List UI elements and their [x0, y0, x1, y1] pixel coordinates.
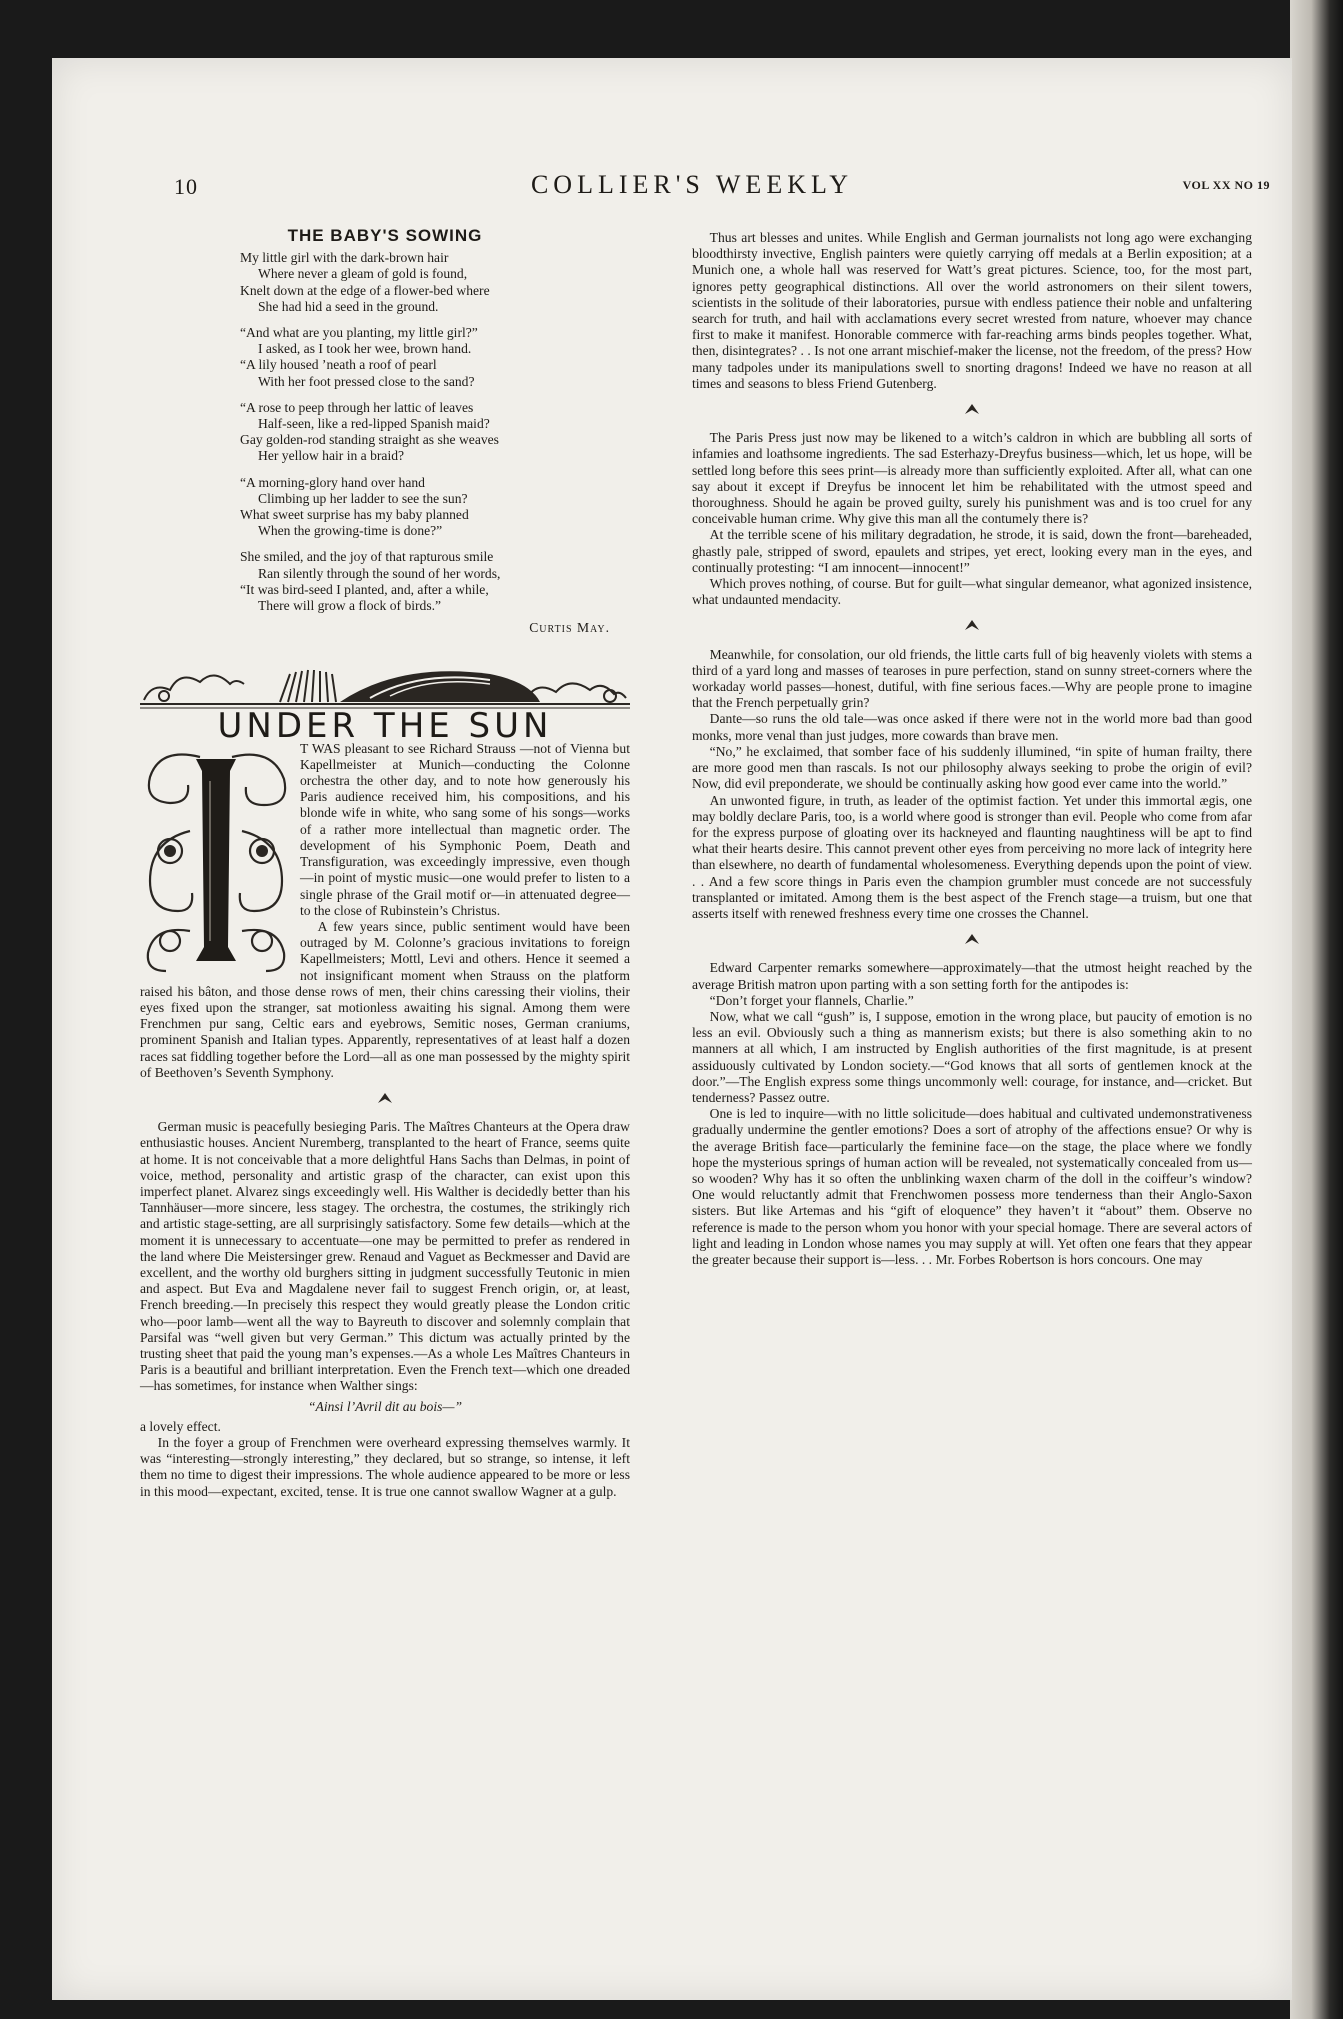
poem-line: Half-seen, like a red-lipped Spanish maid?	[258, 416, 490, 432]
section-title: UNDER THE SUN	[217, 706, 553, 747]
right-paragraph-10: “Don’t forget your flannels, Charlie.”	[709, 992, 914, 1008]
poem-author: Curtis May.	[529, 620, 610, 636]
decorative-banner	[140, 652, 630, 718]
under-the-sun-paragraph-1: T WAS pleasant to see Richard Strauss —not of Vienna but Kapellmeister at Munich—conducting the Colonne orchestra the other day, and to note how generously his Paris audience received him, his compositions, and his blonde wife in white, who sang some of his songs—works of a rather more intellectual than magnetic order. The development of his Symphonic Poem, Death and Transfiguration, was exceedingly impressive, even though—in point of mystic music—one would prefer to listen to a single phrase of the Grail motif or—in attenuated degree—to the close of Rubinstein’s Christus.	[300, 740, 630, 918]
poem-stanza	[240, 325, 630, 390]
section-divider	[692, 402, 1252, 420]
under-the-sun-paragraph-4: a lovely effect.	[140, 1418, 221, 1434]
right-paragraph-5: Meanwhile, for consolation, our old friends, the little carts full of big heavenly violets with stems a third of a yard long and masses of tearoses in pure perfection, stand on sunny street-corners where the workaday world passes—honest, dutiful, with fine serious faces.—Why are people prone to imagine that the French perpetually grin?	[692, 646, 1252, 711]
poem-line: My little girl with the dark-brown hair	[240, 250, 449, 266]
fleuron-icon	[963, 932, 981, 946]
poem-line: Where never a gleam of gold is found,	[258, 266, 468, 282]
section-divider	[692, 932, 1252, 950]
right-paragraph-8: An unwonted figure, in truth, as leader of the optimist faction. Yet under this immortal ægis, one may boldly declare Paris, too, is a world where good is stronger than evil. People who come from afar for the express purpose of gloating over its hackneyed and flaunting naughtiness will be apt to find what their hearts desire. This cannot prevent other eyes from perceiving no more lack of integrity here than elsewhere, no dearth of fundamental wholesomeness. Everything depends upon the point of view. . . And a few score things in Paris even the champion grumbler must concede are not successfuly transplanted or imitated. Among them is the best aspect of the French stage—a truism, but one that asserts itself with renewed freshness every time one crosses the Channel.	[692, 792, 1252, 921]
poem-line: “A morning-glory hand over hand	[240, 474, 425, 490]
poem-line: Ran silently through the sound of her words,	[258, 565, 501, 581]
poem-stanza	[240, 400, 630, 465]
poem-stanza	[240, 549, 630, 614]
poem-stanza	[240, 475, 630, 540]
under-the-sun-paragraph-5: In the foyer a group of Frenchmen were overheard expressing themselves warmly. It was “interesting—strongly interesting,” they declared, but so strange, so intense, it left them no time to digest their impressions. The whole audience appeared to be more or less in this mood—expectant, excited, tense. It is true one cannot swallow Wagner at a gulp.	[140, 1435, 630, 1499]
volume-label: VOL XX NO 19	[1182, 178, 1270, 192]
right-paragraph-12: One is led to inquire—with no little solicitude—does habitual and cultivated undemonstrativeness gradually undermine the gentler emotions? Does a sort of atrophy of the affections ensue? Or why is the average British face—particularly the feminine face—on the stage, the place where we fondly hope the mysterious springs of human action will be revealed, not systematically concealed from us—so wooden? Why has it so often the unblinking waxen charm of the doll in the coiffeur’s window? One would reluctantly admit that Frenchwomen possess more tenderness than their Anglo-Saxon sisters. But like Artemas and his “gift of eloquence” they haven’t it “about” them. Observe no reference is made to the person whom you honor with your special homage. There are several actors of light and leading in London whose names you may supply at will. Yet often one fears that they appear the greater because their support is—less. . . Mr. Forbes Robertson is hors concours. One may	[692, 1106, 1252, 1267]
poem-line: “A lily housed ’neath a roof of pearl	[240, 357, 437, 373]
right-paragraph-6: Dante—so runs the old tale—was once asked if there were not in the world more bad than good monks, more venal than just judges, more cowards than brave men.	[692, 711, 1252, 743]
right-paragraph-7: “No,” he exclaimed, that somber face of his suddenly illumined, “in spite of human frailty, there are more good men than rascals. Is not our philosophy always seeking to probe the origin of evil? Now, did evil preponderate, we should be continually asking how good ever came into the world.”	[692, 743, 1252, 792]
section-divider	[140, 1091, 630, 1109]
page-header	[52, 170, 1292, 210]
poem-line: Her yellow hair in a braid?	[258, 448, 405, 464]
right-paragraph-11: Now, what we call “gush” is, I suppose, emotion in the wrong place, but paucity of emotion is no less an evil. Obviously such a thing as mannerism exists; but there is also something akin to no manners at all which, I am instructed by English authorities of the first magnitude, is at present assiduously cultivated by London society.—“God knows that all sorts of gentlemen knock at the door.”—The English express some things uncommonly well: courage, for instance, and—cricket. But tenderness? Passez outre.	[692, 1008, 1252, 1105]
poem-line: She smiled, and the joy of that rapturous smile	[240, 549, 494, 565]
drop-cap-i-icon	[140, 741, 292, 977]
left-column	[140, 228, 630, 1500]
poem-line: Gay golden-rod standing straight as she weaves	[240, 432, 499, 448]
magazine-page	[52, 58, 1292, 2000]
poem-stanza	[240, 250, 630, 315]
poem-line: What sweet surprise has my baby planned	[240, 507, 469, 523]
drop-cap-ornament	[140, 741, 292, 977]
fleuron-icon	[376, 1091, 394, 1105]
poem	[240, 250, 630, 614]
poem-line: “It was bird-seed I planted, and, after a while,	[240, 581, 489, 597]
right-paragraph-1: Thus art blesses and unites. While English and German journalists not long ago were exchanging bloodthirsty invective, English painters were quietly carrying off medals at a Berlin exposition; at a Munich one, a whole hall was reserved for Watt’s great pictures. Science, too, for the most part, ignores petty geographical distinctions. All over the world astronomers on their silent towers, scientists in the solitude of their laboratories, pursue with endless patience their noble and unfaltering search for truth, and hail with acclamations every secret wrested from nature, whoever may chance first to make it manifest. Honorable commerce with far-reaching arms binds peoples together. What, then, disintegrates? . . Is not one arrant mischief-maker the license, not the freedom, of the press? How many tadpoles under its manipulations swell to snorting dragons! Indeed we have no reason at all times and seasons to bless Friend Gutenberg.	[692, 230, 1252, 391]
page-number: 10	[174, 174, 198, 199]
right-paragraph-2: The Paris Press just now may be likened to a witch’s caldron in which are bubbling all sorts of infamies and loathsome ingredients. The sad Esterhazy-Dreyfus business—which, let us hope, will be settled long before this sees print—is already more than sufficiently exploited. After all, what can one say about it except if Dreyfus be innocent let him be rehabilitated with the utmost speed and thoroughness. Should he again be proved guilty, surely his punishment was and is too cruel for any conceivable human crime. Why give this man all the contumely there is?	[692, 430, 1252, 527]
under-the-sun-paragraph-3: German music is peacefully besieging Paris. The Maîtres Chanteurs at the Opera draw enthusiastic houses. Ancient Nuremberg, transplanted to the heart of France, seems quite at home. It is not conceivable that a more delightful Hans Sachs than Delmas, in point of voice, method, personality and artistic grasp of the character, can exist upon this imperfect planet. Alvarez sings exceedingly well. His Walther is decidedly better than his Tannhäuser—more sincere, less stagey. The orchestra, the costumes, the strikingly rich and artistic stage-setting, are all surprisingly satisfactory. Some few details—which at the moment it is unnecessary to accentuate—one may be permitted to prefer as rendered in the land where Die Meistersinger grew. Renaud and Vaguet as Beckmesser and David are excellent, and the worthy old burghers sitting in judgment successfully Teutonic in mien and aspect. But Eva and Magdalene never fail to suggest French origin, or, at least, French breeding.—In precisely this respect they would greatly please the London critic who—poor lamb—went all the way to Bayreuth to discover and solemnly complain that Parsifal was “well given but very German.” This dictum was actually printed by the trusting sheet that paid the young man’s expenses.—As a whole Les Maîtres Chanteurs in Paris is a beautiful and brilliant interpretation. Even the French text—which one dreaded—has sometimes, for instance when Walther sings:	[140, 1119, 630, 1394]
poem-line: I asked, as I took her wee, brown hand.	[258, 341, 472, 357]
poem-line: She had hid a seed in the ground.	[258, 298, 439, 314]
poem-line: With her foot pressed close to the sand?	[258, 373, 475, 389]
scan-edge	[1290, 0, 1343, 2019]
right-paragraph-4: Which proves nothing, of course. But for guilt—what singular demeanor, what agonized insistence, what undaunted mendacity.	[692, 576, 1252, 608]
section-divider	[692, 618, 1252, 636]
poem-line: When the growing-time is done?”	[258, 523, 443, 539]
under-the-sun-paragraph-2: A few years since, public sentiment would have been outraged by M. Colonne’s gracious invitations to foreign Kapellmeisters; Mottl, Levi and others. Hence it seemed a not insignificant moment when Strauss on the platform raised his bâton, and those dense rows of men, their chins caressing their violins, their eyes fixed upon the stranger, sat motionless awaiting his signal. Among them were Frenchmen pur sang, Celtic ears and eyebrows, Semitic noses, German craniums, prominent Spanish and Italian types. Apparently, representatives of at least half a dozen races sat fiddling together before the Lord—all as one man possessed by the mighty spirit of Beethoven’s Seventh Symphony.	[140, 918, 630, 1080]
banner-ornament-icon	[140, 652, 630, 718]
right-column	[692, 230, 1252, 1268]
poem-author-wrap	[140, 620, 630, 636]
poem-line: Knelt down at the edge of a flower-bed where	[240, 282, 490, 298]
poem-line: There will grow a flock of birds.”	[258, 598, 442, 614]
fleuron-icon	[963, 402, 981, 416]
right-paragraph-9: Edward Carpenter remarks somewhere—approximately—that the utmost height reached by the average British matron upon parting with a son setting forth for the antipodes is:	[692, 960, 1252, 992]
right-paragraph-3: At the terrible scene of his military degradation, he strode, it is said, down the front—bareheaded, ghastly pale, stripped of sword, epaulets and stripes, yet erect, looking every man in the eyes, and continually protesting: “I am innocent—innocent!”	[692, 527, 1252, 575]
poem-title: THE BABY'S SOWING	[287, 226, 483, 245]
walther-quote: “Ainsi l’Avril dit au bois—”	[307, 1398, 463, 1414]
poem-line: Climbing up her ladder to see the sun?	[258, 490, 468, 506]
fleuron-icon	[963, 618, 981, 632]
poem-line: “And what are you planting, my little girl?”	[240, 325, 478, 341]
poem-line: “A rose to peep through her lattic of leaves	[240, 399, 474, 415]
masthead: COLLIER'S WEEKLY	[530, 170, 854, 199]
